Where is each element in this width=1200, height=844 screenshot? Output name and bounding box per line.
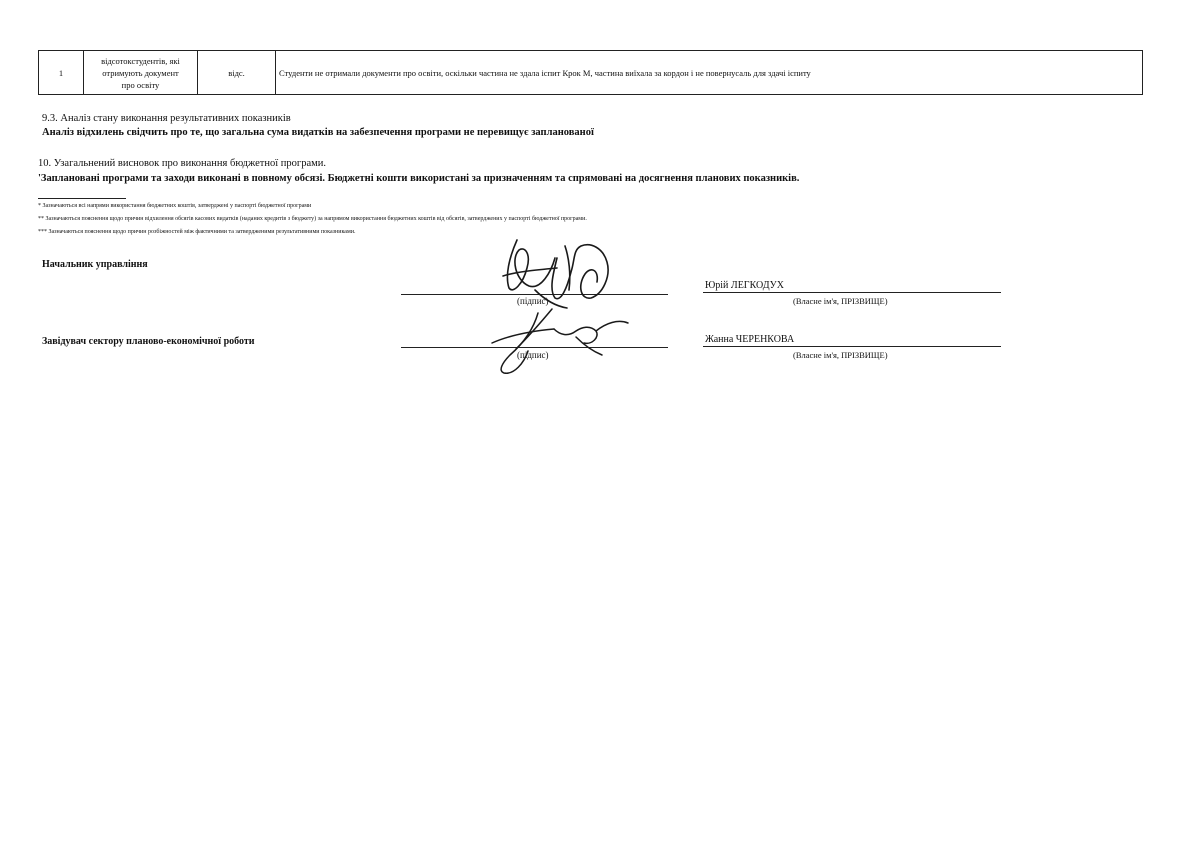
- signature-label-2: (підпис): [517, 350, 549, 360]
- indicator-name-line: про освіту: [121, 79, 160, 90]
- signer-1-name: Юрій ЛЕГКОДУХ: [705, 280, 784, 291]
- results-table: [38, 50, 1143, 95]
- indicator-name-line: отримують документ: [102, 67, 179, 78]
- signer-1-title: Начальник управління: [42, 259, 148, 270]
- section-10-heading: 10. Узагальнений висновок про виконання бюджетної програми.: [38, 158, 326, 169]
- section-9-3-text: Аналіз відхилень свідчить про те, що загальна сума видатків на забезпечення програми не перевищує запланованої: [42, 127, 594, 138]
- footnote-3: *** Зазначаються пояснення щодо причин розбіжностей між фактичними та затвердженими результативними показниками.: [38, 229, 356, 235]
- footnote-divider: [38, 198, 126, 199]
- handwritten-signature-2: [480, 305, 640, 377]
- signer-2-name: Жанна ЧЕРЕНКОВА: [705, 334, 795, 345]
- handwritten-signature-1: [495, 228, 625, 313]
- explanation-cell: Студенти не отримали документи про освіти, оскільки частина не здала іспит Крок М, частина виїхала за кордон і не повернусаль для здачі іспиту: [276, 51, 1143, 95]
- table-row: [39, 51, 1143, 95]
- signature-label-1: (підпис): [517, 296, 549, 306]
- section-9-3-heading: 9.3. Аналіз стану виконання результативних показників: [42, 113, 291, 124]
- indicator-name-cell: [84, 51, 198, 95]
- row-number-cell: 1: [39, 51, 84, 95]
- name-hint-1: (Власне ім'я, ПРІЗВИЩЕ): [793, 296, 888, 306]
- section-10-text: 'Заплановані програми та заходи виконані в повному обсязі. Бюджетні кошти використані за призначенням та спрямовані на досягнення планових показників.: [38, 173, 800, 184]
- indicator-name-line: відсотокстудентів, які: [101, 55, 180, 66]
- footnote-2: ** Зазначаються пояснення щодо причин відхилення обсягів касових видатків (наданих кредитів з бюджету) за напрямом використання бюджетних коштів від обсягів, затверджених у паспорті бюджетної програми.: [38, 216, 587, 222]
- footnote-1: * Зазначаються всі напрями використання бюджетних коштів, затверджені у паспорті бюджетної програми: [38, 203, 312, 209]
- name-line-1: [703, 292, 1001, 293]
- name-hint-2: (Власне ім'я, ПРІЗВИЩЕ): [793, 350, 888, 360]
- name-line-2: [703, 346, 1001, 347]
- unit-cell: відс.: [198, 51, 276, 95]
- signer-2-title: Завідувач сектору планово-економічної роботи: [42, 336, 255, 347]
